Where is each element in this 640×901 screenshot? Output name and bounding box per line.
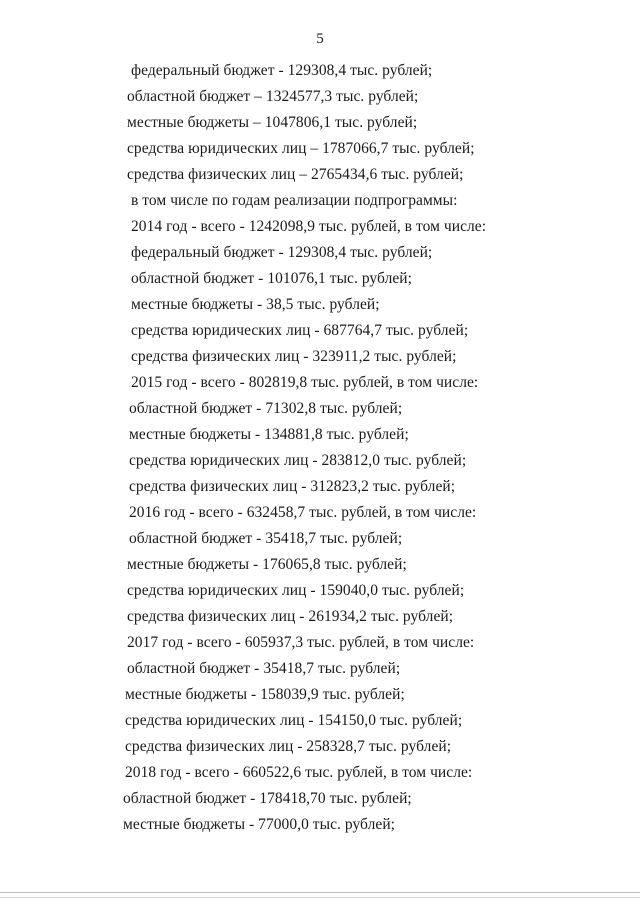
text-line: местные бюджеты - 38,5 тыс. рублей; — [131, 296, 380, 313]
text-line: областной бюджет - 35418,7 тыс. рублей; — [129, 530, 403, 547]
text-line: средства физических лиц - 258328,7 тыс. рублей; — [125, 738, 452, 755]
text-line: местные бюджеты – 1047806,1 тыс. рублей; — [127, 114, 418, 131]
scan-edge-line — [0, 892, 640, 893]
text-line: 2018 год - всего - 660522,6 тыс. рублей, в том числе: — [125, 764, 473, 781]
text-line: местные бюджеты - 176065,8 тыс. рублей; — [127, 556, 407, 573]
text-line: местные бюджеты - 158039,9 тыс. рублей; — [125, 686, 405, 703]
text-line: средства юридических лиц - 283812,0 тыс. рублей; — [129, 452, 467, 469]
scan-edge-line — [0, 897, 640, 898]
text-line: областной бюджет - 101076,1 тыс. рублей; — [131, 270, 412, 287]
text-line: федеральный бюджет - 129308,4 тыс. рублей; — [131, 62, 433, 79]
text-line: 2016 год - всего - 632458,7 тыс. рублей, в том числе: — [129, 504, 477, 521]
text-line: средства юридических лиц - 159040,0 тыс. рублей; — [127, 582, 465, 599]
text-line: местные бюджеты - 77000,0 тыс. рублей; — [123, 816, 396, 833]
text-line: областной бюджет - 178418,70 тыс. рублей; — [123, 790, 412, 807]
text-line: средства юридических лиц – 1787066,7 тыс. рублей; — [127, 140, 475, 157]
text-line: местные бюджеты - 134881,8 тыс. рублей; — [129, 426, 409, 443]
text-line: средства физических лиц - 312823,2 тыс. рублей; — [129, 478, 456, 495]
text-line: средства юридических лиц - 154150,0 тыс. рублей; — [125, 712, 463, 729]
page-number: 5 — [316, 31, 324, 47]
text-line: областной бюджет - 35418,7 тыс. рублей; — [127, 660, 401, 677]
text-line: областной бюджет - 71302,8 тыс. рублей; — [129, 400, 403, 417]
text-line: средства юридических лиц - 687764,7 тыс. рублей; — [131, 322, 469, 339]
text-line: 2014 год - всего - 1242098,9 тыс. рублей, в том числе: — [131, 218, 487, 235]
text-line: федеральный бюджет - 129308,4 тыс. рублей; — [131, 244, 433, 261]
text-line: в том числе по годам реализации подпрограммы: — [131, 192, 458, 209]
text-line: областной бюджет – 1324577,3 тыс. рублей; — [127, 88, 419, 105]
text-line: 2015 год - всего - 802819,8 тыс. рублей, в том числе: — [131, 374, 479, 391]
text-line: средства физических лиц – 2765434,6 тыс. рублей; — [127, 166, 464, 183]
text-line: средства физических лиц - 261934,2 тыс. рублей; — [127, 608, 454, 625]
text-line: средства физических лиц - 323911,2 тыс. рублей; — [131, 348, 457, 365]
text-line: 2017 год - всего - 605937,3 тыс. рублей, в том числе: — [127, 634, 475, 651]
